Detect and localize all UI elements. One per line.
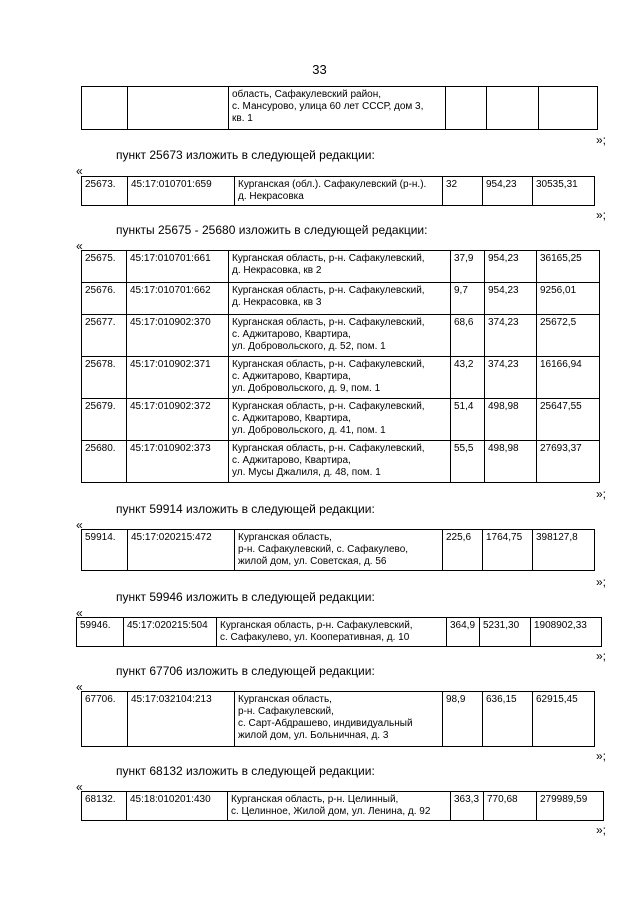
table-cell: 51,4: [451, 399, 485, 441]
table-cell: 45:17:010701:661: [127, 251, 229, 283]
table-section-2: [81, 250, 600, 483]
table-cell: Курганская область, р-н. Сафакулевский, с. Аджитарово, Квартира, ул. Мусы Джалиля, д. 48, пом. 1: [229, 441, 451, 483]
table-cell: 32: [443, 177, 483, 206]
table-cell: 45:17:010902:372: [127, 399, 229, 441]
section-heading: пункты 25675 - 25680 изложить в следующей редакции:: [116, 223, 428, 237]
table-cell: [82, 87, 128, 130]
opening-quote: «: [76, 518, 83, 532]
table-cell: [487, 87, 539, 130]
table-cell: 25647,55: [537, 399, 600, 441]
closing-quote: »;: [595, 649, 606, 663]
table-row: [82, 530, 595, 571]
table-cell: 25675.: [82, 251, 127, 283]
table-cell: 25676.: [82, 283, 127, 315]
table-cell: 68132.: [82, 792, 127, 821]
table-cell: 45:17:010902:371: [127, 357, 229, 399]
table-cell: 954,23: [485, 283, 537, 315]
section-heading: пункт 67706 изложить в следующей редакции:: [116, 664, 375, 678]
table-cell: Курганская область, р-н. Сафакулевский, с. Сарт-Абдрашево, индивидуальный жилой дом, ул. Больничная, д. 3: [235, 692, 443, 747]
table-cell: Курганская (обл.). Сафакулевский (р-н.). д. Некрасовка: [235, 177, 443, 206]
table-cell: [128, 87, 229, 130]
table-cell: 27693,37: [537, 441, 600, 483]
table-cell: 37,9: [451, 251, 485, 283]
table-cell: 45:17:010902:370: [127, 315, 229, 357]
table-row: [77, 618, 602, 647]
table-cell: 67706.: [82, 692, 128, 747]
opening-quote: «: [76, 680, 83, 694]
table-cell: 45:17:010701:662: [127, 283, 229, 315]
closing-quote: »;: [595, 487, 606, 501]
table-cell: 25678.: [82, 357, 127, 399]
table-section-4: [76, 617, 602, 647]
table-cell: Курганская область, р-н. Сафакулевский, с. Сафакулево, жилой дом, ул. Советская, д. 56: [235, 530, 443, 571]
table-cell: 5231,30: [480, 618, 531, 647]
table-cell: 398127,8: [533, 530, 595, 571]
table-top: [81, 86, 598, 130]
table-cell: 9,7: [451, 283, 485, 315]
table-cell: 98,9: [443, 692, 483, 747]
table-cell: 374,23: [485, 357, 537, 399]
table-cell: 279989,59: [537, 792, 604, 821]
table-cell: Курганская область, р-н. Сафакулевский, с. Аджитарово, Квартира, ул. Добровольского, д. 52, пом. 1: [229, 315, 451, 357]
table-cell: Курганская область, р-н. Сафакулевский, с. Сафакулево, ул. Кооперативная, д. 10: [217, 618, 447, 647]
table-row: [82, 315, 600, 357]
table-cell: 16166,94: [537, 357, 600, 399]
table-row: [82, 283, 600, 315]
table-cell: 45:17:020215:504: [124, 618, 217, 647]
table-row: [82, 251, 600, 283]
table-cell: 59914.: [82, 530, 128, 571]
table-row: [82, 177, 595, 206]
table-cell: область, Сафакулевский район, с. Мансурово, улица 60 лет СССР, дом 3, кв. 1: [229, 87, 446, 130]
closing-quote: »;: [595, 749, 606, 763]
opening-quote: «: [76, 780, 83, 794]
table-cell: 498,98: [485, 441, 537, 483]
table-cell: 68,6: [451, 315, 485, 357]
closing-quote: »;: [595, 575, 606, 589]
table-section-5: [81, 691, 595, 747]
opening-quote: «: [76, 239, 83, 253]
table-section-6: [81, 791, 604, 821]
table-cell: 498,98: [485, 399, 537, 441]
section-heading: пункт 68132 изложить в следующей редакции:: [116, 764, 375, 778]
table-cell: 62915,45: [533, 692, 595, 747]
table-cell: Курганская область, р-н. Сафакулевский, с. Аджитарово, Квартира, ул. Добровольского, д. 41, пом. 1: [229, 399, 451, 441]
section-heading: пункт 59946 изложить в следующей редакции:: [116, 590, 375, 604]
table-row: [82, 87, 598, 130]
table-cell: 363,3: [451, 792, 484, 821]
table-cell: Курганская область, р-н. Сафакулевский, с. Аджитарово, Квартира, ул. Добровольского, д. 9, пом. 1: [229, 357, 451, 399]
closing-quote: »;: [595, 208, 606, 222]
table-cell: [446, 87, 487, 130]
table-cell: 55,5: [451, 441, 485, 483]
table-cell: 45:17:010701:659: [128, 177, 235, 206]
table-cell: 25677.: [82, 315, 127, 357]
table-row: [82, 357, 600, 399]
table-cell: 25672,5: [537, 315, 600, 357]
table-row: [82, 399, 600, 441]
table-cell: 954,23: [485, 251, 537, 283]
table-cell: 25673.: [82, 177, 128, 206]
table-cell: 770,68: [484, 792, 537, 821]
table-cell: 45:18:010201:430: [127, 792, 228, 821]
opening-quote: «: [76, 164, 83, 178]
table-cell: [539, 87, 598, 130]
table-cell: 374,23: [485, 315, 537, 357]
table-cell: 30535,31: [533, 177, 595, 206]
table-cell: 25680.: [82, 441, 127, 483]
table-cell: 364,9: [447, 618, 480, 647]
table-cell: 43,2: [451, 357, 485, 399]
page-number: 33: [312, 62, 327, 77]
table-cell: Курганская область, р-н. Сафакулевский, д. Некрасовка, кв 3: [229, 283, 451, 315]
table-row: [82, 441, 600, 483]
table-cell: 36165,25: [537, 251, 600, 283]
table-cell: 45:17:032104:213: [128, 692, 235, 747]
section-heading: пункт 25673 изложить в следующей редакции:: [116, 148, 375, 162]
table-section-1: [81, 176, 595, 206]
table-cell: Курганская область, р-н. Сафакулевский, д. Некрасовка, кв 2: [229, 251, 451, 283]
opening-quote: «: [76, 606, 83, 620]
closing-quote: »;: [595, 133, 606, 147]
table-row: [82, 792, 604, 821]
closing-quote: »;: [595, 823, 606, 837]
table-cell: 45:17:020215:472: [128, 530, 235, 571]
table-cell: 25679.: [82, 399, 127, 441]
table-cell: 45:17:010902:373: [127, 441, 229, 483]
table-cell: Курганская область, р-н. Целинный, с. Целинное, Жилой дом, ул. Ленина, д. 92: [228, 792, 451, 821]
table-cell: 1764,75: [483, 530, 533, 571]
table-section-3: [81, 529, 595, 571]
section-heading: пункт 59914 изложить в следующей редакции:: [116, 502, 375, 516]
table-cell: 636,15: [483, 692, 533, 747]
table-cell: 1908902,33: [531, 618, 602, 647]
table-row: [82, 692, 595, 747]
table-cell: 59946.: [77, 618, 124, 647]
table-cell: 954,23: [483, 177, 533, 206]
table-cell: 9256,01: [537, 283, 600, 315]
table-cell: 225,6: [443, 530, 483, 571]
